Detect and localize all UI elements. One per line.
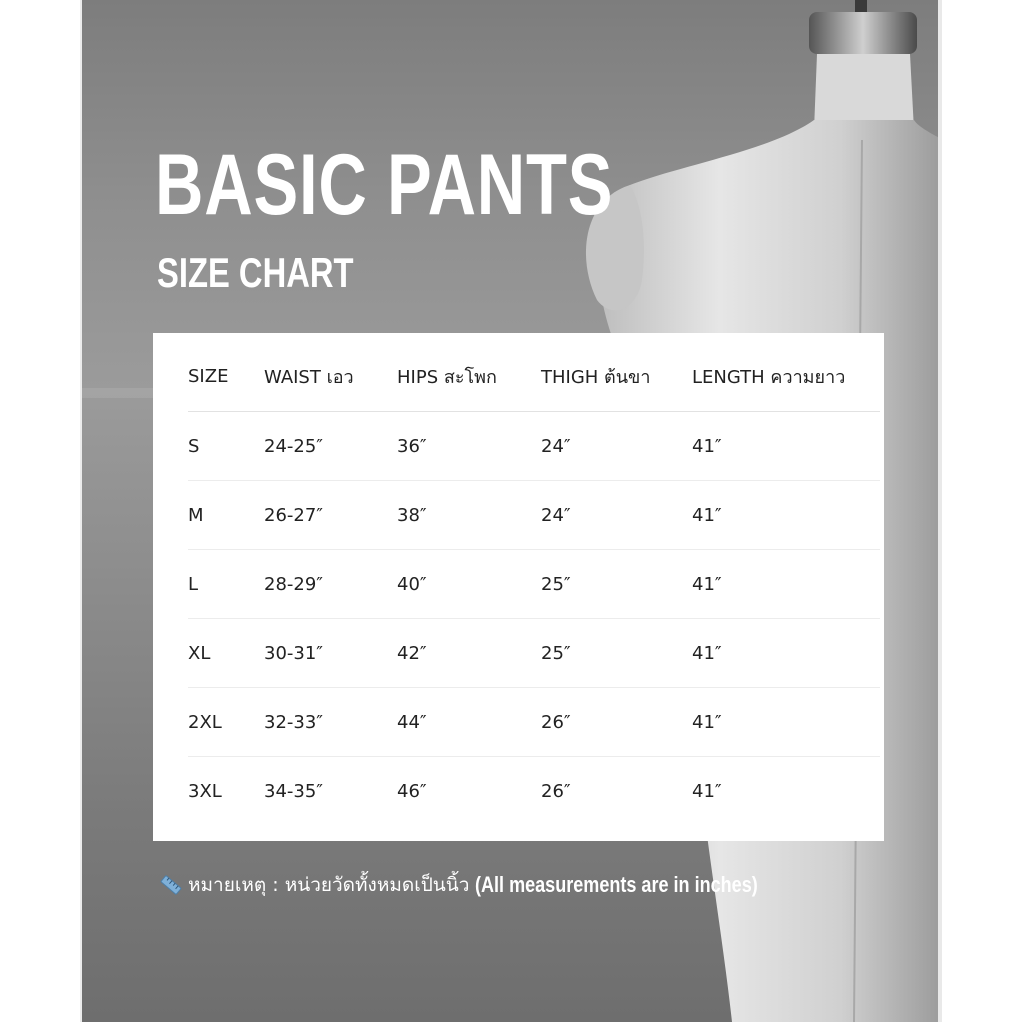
table-row <box>188 481 880 550</box>
cell-thigh: 26″ <box>541 780 571 802</box>
cell-hips: 36″ <box>397 412 541 481</box>
cell-thigh: 26″ <box>541 688 692 757</box>
cell-thigh: 24″ <box>541 412 692 481</box>
size-chart-poster <box>80 0 942 1022</box>
note-english-text: (All measurements are in inches) <box>475 872 759 897</box>
note-thai-text: หมายเหตุ : หน่วยวัดทั้งหมดเป็นนิ้ว <box>188 874 470 896</box>
size-table-card <box>153 333 884 841</box>
table-row <box>188 688 880 757</box>
cell-size: M <box>188 481 264 550</box>
cell-waist: 30-31″ <box>264 619 397 688</box>
cell-waist: 34-35″ <box>264 780 324 802</box>
table-row <box>188 412 880 481</box>
ruler-icon <box>160 874 182 896</box>
table-row <box>188 550 880 619</box>
header-waist: WAIST เอว <box>264 341 397 412</box>
cell-thigh: 25″ <box>541 619 692 688</box>
table-header-row <box>188 341 880 412</box>
cell-size: XL <box>188 619 264 688</box>
cell-hips: 38″ <box>397 481 541 550</box>
header-size: SIZE <box>188 341 264 412</box>
cell-length: 41″ <box>692 412 880 481</box>
cell-thigh: 25″ <box>541 550 692 619</box>
header-length: LENGTH ความยาว <box>692 341 880 412</box>
cell-size: 2XL <box>188 688 264 757</box>
cell-thigh: 24″ <box>541 481 692 550</box>
cell-size: L <box>188 550 264 619</box>
cell-waist: 28-29″ <box>264 550 397 619</box>
cell-hips: 40″ <box>397 550 541 619</box>
table-row <box>188 757 880 826</box>
cell-waist: 24-25″ <box>264 412 397 481</box>
poster-subtitle: SIZE CHART <box>157 249 354 296</box>
measurement-note <box>160 870 820 900</box>
cell-hips: 46″ <box>397 780 427 802</box>
cell-waist: 32-33″ <box>264 688 397 757</box>
cell-length: 41″ <box>692 780 722 802</box>
cell-length: 41″ <box>692 619 880 688</box>
cell-hips: 44″ <box>397 688 541 757</box>
cell-waist: 26-27″ <box>264 481 397 550</box>
poster-title: BASIC PANTS <box>155 137 614 233</box>
header-hips: HIPS สะโพก <box>397 341 541 412</box>
cell-length: 41″ <box>692 481 880 550</box>
size-table <box>188 341 880 825</box>
cell-size: S <box>188 412 264 481</box>
table-row <box>188 619 880 688</box>
cell-size: 3XL <box>188 780 222 802</box>
cell-length: 41″ <box>692 688 880 757</box>
cell-hips: 42″ <box>397 619 541 688</box>
header-thigh: THIGH ต้นขา <box>541 341 692 412</box>
cell-length: 41″ <box>692 550 880 619</box>
